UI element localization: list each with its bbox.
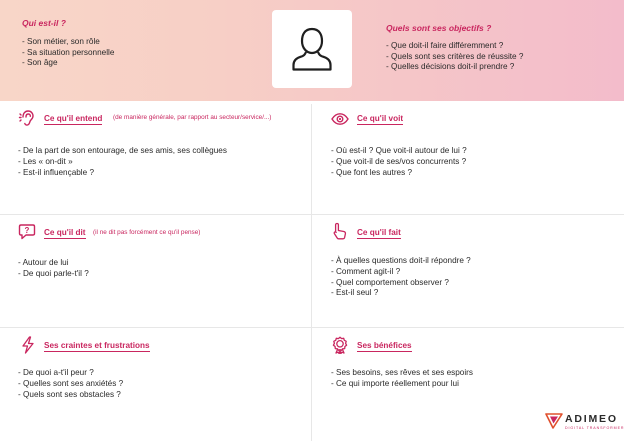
section-list-craintes bbox=[18, 368, 123, 400]
speech-bubble-icon bbox=[18, 223, 36, 241]
logo-name: ADIMEO bbox=[565, 413, 618, 425]
row-divider bbox=[0, 214, 624, 215]
section-title-entend: Ce qu'il entend bbox=[44, 114, 103, 123]
ear-icon bbox=[18, 109, 36, 127]
list-item: - Son métier, son rôle bbox=[22, 37, 114, 48]
triangle-logo-icon bbox=[545, 412, 563, 430]
header-band bbox=[0, 0, 624, 101]
list-item: - Son âge bbox=[22, 58, 114, 69]
who-title: Qui est-il ? bbox=[22, 18, 66, 28]
avatar bbox=[272, 10, 352, 88]
list-item: - Autour de lui bbox=[18, 258, 89, 269]
section-note-dit: (il ne dit pas forcément ce qu'il pense) bbox=[93, 229, 201, 236]
list-item: - À quelles questions doit-il répondre ? bbox=[331, 256, 471, 267]
list-item: - De quoi parle-t'il ? bbox=[18, 269, 89, 280]
objectives-list bbox=[386, 41, 523, 73]
section-title-craintes: Ses craintes et frustrations bbox=[44, 341, 150, 350]
section-list-dit bbox=[18, 258, 89, 280]
objectives-title: Quels sont ses objectifs ? bbox=[386, 23, 492, 33]
list-item: - Que voit-il de ses/vos concurrents ? bbox=[331, 157, 467, 168]
section-title-voit: Ce qu'il voit bbox=[357, 114, 404, 123]
list-item: - De la part de son entourage, de ses amis, ses collègues bbox=[18, 146, 227, 157]
section-title-dit: Ce qu'il dit bbox=[44, 228, 86, 237]
section-title-fait: Ce qu'il fait bbox=[357, 228, 401, 237]
logo-tagline: DIGITAL TRANSFORMER bbox=[565, 426, 624, 430]
eye-icon bbox=[331, 110, 349, 128]
list-item: - Ce qui importe réellement pour lui bbox=[331, 379, 473, 390]
list-item: - Que doit-il faire différemment ? bbox=[386, 41, 523, 52]
list-item: - Où est-il ? Que voit-il autour de lui ? bbox=[331, 146, 467, 157]
column-divider bbox=[311, 104, 312, 441]
user-icon bbox=[291, 26, 333, 72]
list-item: - Quels sont ses critères de réussite ? bbox=[386, 52, 523, 63]
list-item: - Quels sont ses obstacles ? bbox=[18, 390, 123, 401]
list-item: - Quel comportement observer ? bbox=[331, 278, 471, 289]
row-divider bbox=[0, 327, 624, 328]
list-item: - Comment agit-il ? bbox=[331, 267, 471, 278]
section-list-fait bbox=[331, 256, 471, 299]
section-list-benefices bbox=[331, 368, 473, 390]
lightning-icon bbox=[19, 336, 37, 354]
medal-icon bbox=[331, 336, 349, 354]
list-item: - Quelles décisions doit-il prendre ? bbox=[386, 62, 523, 73]
list-item: - Sa situation personnelle bbox=[22, 48, 114, 59]
section-note-entend: (de manière générale, par rapport au secteur/service/...) bbox=[113, 114, 272, 121]
pointing-hand-icon bbox=[331, 222, 349, 240]
list-item: - Est-il influençable ? bbox=[18, 168, 227, 179]
list-item: - De quoi a-t'il peur ? bbox=[18, 368, 123, 379]
who-list bbox=[22, 37, 114, 69]
section-title-benefices: Ses bénéfices bbox=[357, 341, 412, 350]
list-item: - Que font les autres ? bbox=[331, 168, 467, 179]
svg-text:?: ? bbox=[24, 226, 30, 235]
list-item: - Les « on-dit » bbox=[18, 157, 227, 168]
list-item: - Ses besoins, ses rêves et ses espoirs bbox=[331, 368, 473, 379]
list-item: - Quelles sont ses anxiétés ? bbox=[18, 379, 123, 390]
section-list-entend bbox=[18, 146, 227, 178]
section-list-voit bbox=[331, 146, 467, 178]
list-item: - Est-il seul ? bbox=[331, 288, 471, 299]
